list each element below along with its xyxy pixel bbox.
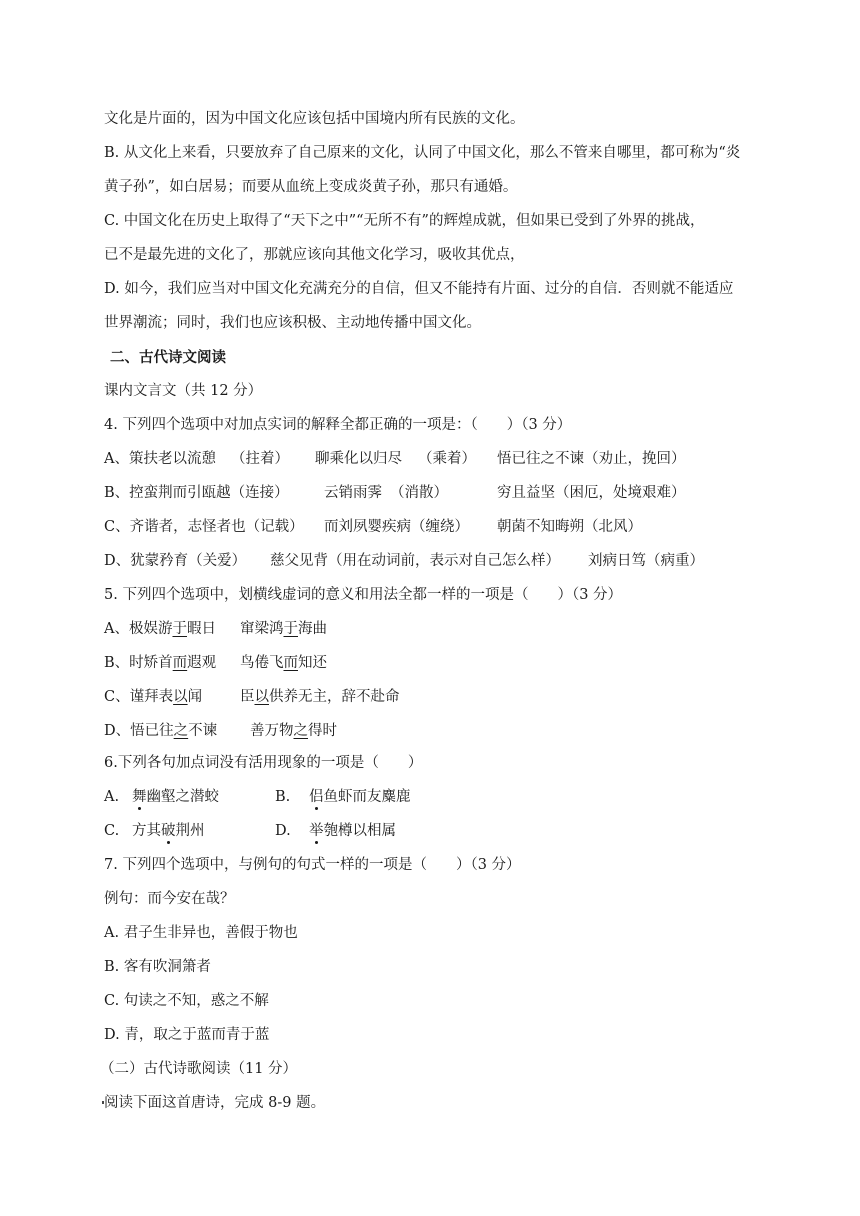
emphasis-mark: 破 (161, 823, 176, 839)
q4-b-gloss-2: （消散） (390, 485, 448, 501)
q7-stem: 7. 下列四个选项中，与例句的句式一样的一项是（ ）（3 分） (104, 857, 521, 873)
emphasis-mark: 于 (283, 621, 298, 637)
section-2-title: 二、古代诗文阅读 (110, 349, 226, 366)
emphasis-mark: 之 (293, 723, 308, 739)
q4-d-sentence-1: D、犹蒙矜育（关爱） (104, 553, 247, 569)
margin-mark (102, 1101, 104, 1104)
q6-stem: 6.下列各句加点词没有活用现象的一项是（ ） (104, 755, 423, 771)
q7-example: 例句：而今安在哉？ (104, 891, 235, 907)
emphasis-mark: 于 (172, 621, 187, 637)
q3-line-1: 文化是片面的，因为中国文化应该包括中国境内所有民族的文化。 (104, 111, 525, 127)
q5-c-sentence-2: 臣以供养无主，辞不赴命 (240, 689, 400, 705)
emphasis-mark: 舞 (132, 789, 147, 805)
emphasis-mark: 举 (309, 823, 324, 839)
q5-d-sentence-1: D、悟已往之不谏 (104, 723, 218, 739)
emphasis-mark: 以 (254, 689, 269, 705)
q4-stem: 4. 下列四个选项中对加点实词的解释全都正确的一项是：（ ）（3 分） (104, 417, 572, 433)
q4-b-sentence-1: B、控蛮荆而引瓯越（连接） (104, 485, 289, 501)
q7-option-d: D. 青，取之于蓝而青于蓝 (104, 1027, 270, 1043)
emphasis-mark: 之 (173, 723, 189, 739)
q4-b-sentence-3: 穷且益坚（困厄，处境艰难） (497, 485, 686, 501)
q7-option-b: B. 客有吹洞箫者 (104, 959, 211, 975)
q5-b-sentence-1: B、时矫首而遐观 (104, 655, 217, 671)
q3-option-b-line-1: B. 从文化上来看，只要放弃了自己原来的文化，认同了中国文化，那么不管来自哪里，都可称为“炎 (104, 145, 741, 161)
q3-option-c-line-1: C. 中国文化在历史上取得了“天下之中”“无所不有”的辉煌成就，但如果已受到了外界的挑战， (104, 213, 705, 229)
q6-b-label: B. (275, 789, 291, 805)
subsection-2-title: （二）古代诗歌阅读（11 分） (100, 1061, 298, 1077)
q4-c-sentence-2: 而刘夙婴疾病（缠绕） (324, 519, 469, 535)
q4-d-sentence-2: 慈父见背（用在动词前，表示对自己怎么样） (270, 553, 560, 569)
q5-a-sentence-1: A、极娱游于暇日 (104, 621, 216, 637)
subsection-1-title: 课内文言文（共 12 分） (104, 383, 263, 399)
q3-option-c-line-2: 已不是最先进的文化了，那就应该向其他文化学习，吸收其优点， (104, 247, 525, 263)
q4-a-sentence-3: 悟已往之不谏（劝止，挽回） (497, 451, 686, 467)
emphasis-mark: 而 (283, 655, 298, 671)
q5-c-sentence-1: C、谨拜表以闻 (104, 689, 203, 705)
q6-a-label: A. (104, 789, 120, 805)
q6-b-sentence: 侣鱼虾而友麋鹿 (309, 789, 411, 805)
q4-d-sentence-3: 刘病日笃（病重） (588, 553, 704, 569)
q3-option-d-line-2: 世界潮流；同时，我们也应该积极、主动地传播中国文化。 (104, 315, 481, 331)
q4-a-sentence-1: A、策扶老以流憩 (104, 451, 216, 467)
q7-option-a: A. 君子生非异也，善假于物也 (104, 925, 298, 941)
q6-d-label: D. (275, 823, 291, 839)
q5-a-sentence-2: 窜梁鸿于海曲 (240, 621, 327, 637)
q6-c-sentence: 方其破荆州 (132, 823, 205, 839)
q4-a-gloss-1: （拄着） (231, 451, 289, 467)
q6-a-sentence: 舞幽壑之潜蛟 (132, 789, 219, 805)
q4-a-sentence-2: 聊乘化以归尽 (315, 451, 402, 467)
q7-option-c: C. 句读之不知，惑之不解 (104, 993, 269, 1009)
emphasis-mark: 侣 (309, 789, 324, 805)
q3-option-d-line-1: D. 如今，我们应当对中国文化充满充分的自信，但又不能持有片面、过分的自信．否则就不能适应 (104, 281, 734, 297)
q8-9-instruction: 阅读下面这首唐诗，完成 8-9 题。 (104, 1095, 326, 1111)
q5-stem: 5. 下列四个选项中，划横线虚词的意义和用法全都一样的一项是（ ）（3 分） (104, 587, 623, 603)
q5-d-sentence-2: 善万物之得时 (250, 723, 337, 739)
q4-c-sentence-1: C、齐谐者，志怪者也（记载） (104, 519, 304, 535)
q4-c-sentence-3: 朝菌不知晦朔（北风） (497, 519, 642, 535)
emphasis-mark: 而 (172, 655, 188, 671)
q6-c-label: C. (104, 823, 120, 839)
q4-a-gloss-2: （乘着） (418, 451, 476, 467)
emphasis-mark: 以 (173, 689, 188, 705)
q6-d-sentence: 举匏樽以相属 (309, 823, 396, 839)
q5-b-sentence-2: 鸟倦飞而知还 (240, 655, 327, 671)
q4-b-sentence-2: 云销雨霁 (324, 485, 382, 501)
q3-option-b-line-2: 黄子孙”，如白居易；而要从血统上变成炎黄子孙，那只有通婚。 (104, 179, 518, 195)
